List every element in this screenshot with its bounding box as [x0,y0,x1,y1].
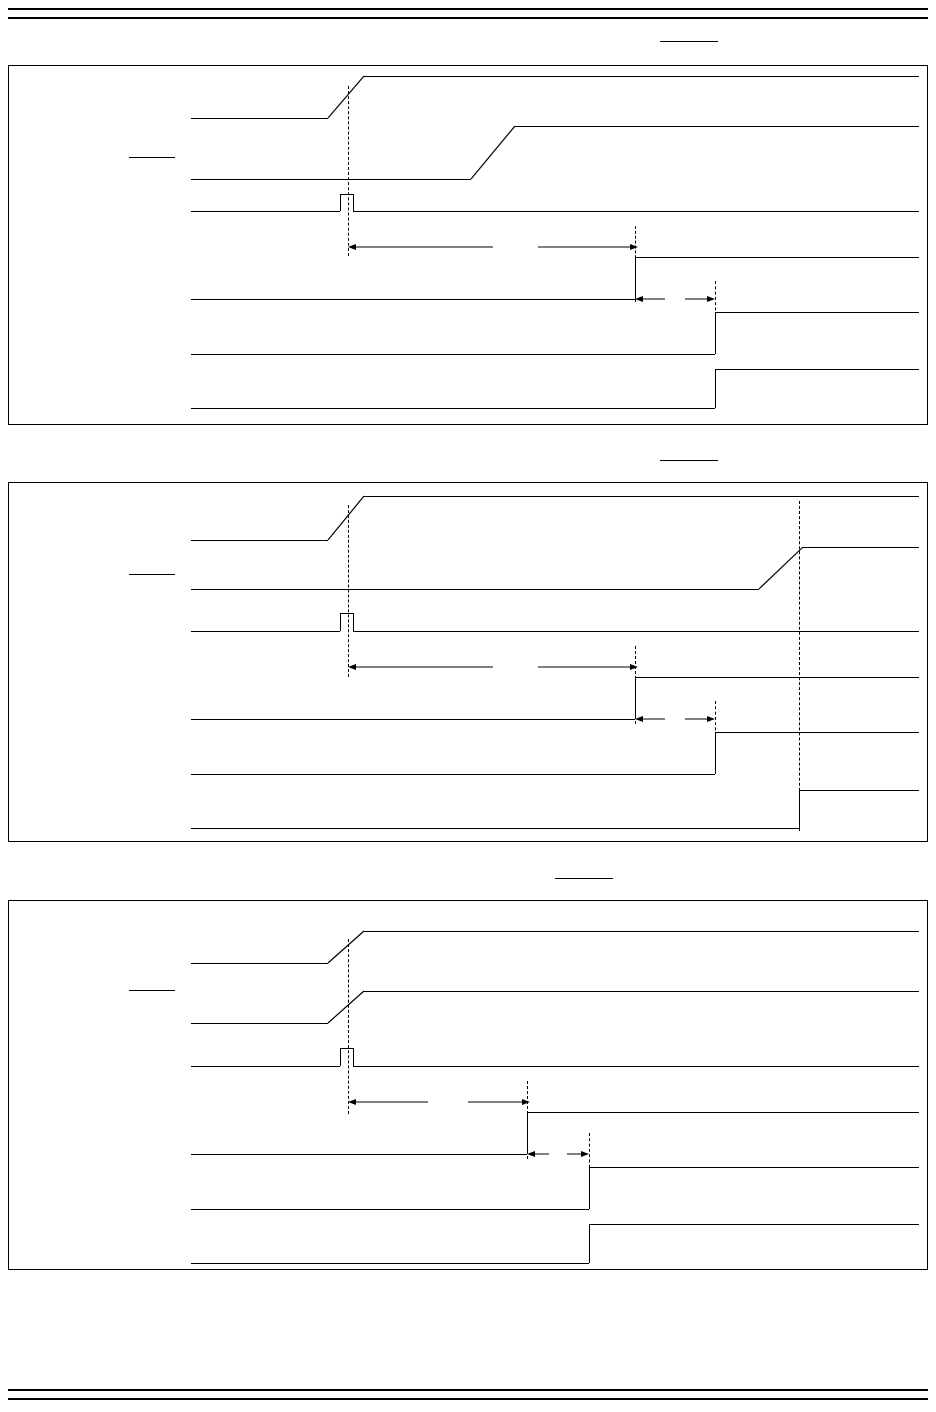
wave-1-row3-pulse-fall [353,194,354,211]
wave-1-row1-high [363,76,919,77]
wave-3-row1-low [191,963,328,964]
wave-2-row6-edge [799,790,800,828]
wave-2-row5-high [715,732,919,733]
wave-2-row2-low [191,589,759,590]
figure-1-signal-label [129,156,175,158]
wave-3-row5-low [191,1209,589,1210]
wave-3-row3-right [353,1066,919,1067]
wave-2-row2-ramp [759,547,803,589]
wave-2-row5-edge [715,732,716,774]
wave-1-measure-arrow-short [635,294,715,304]
wave-2-row2-high [802,547,919,548]
wave-1-row3-pulse-top [340,194,353,195]
figure-1-caption [660,28,718,42]
wave-3-row3-left [191,1066,340,1067]
wave-1-measure-arrow-long [348,242,638,252]
wave-2-row3-right [353,631,919,632]
page-top-rule [8,8,928,19]
wave-1-dash-ref-1 [348,86,349,256]
wave-1-row5-edge [715,312,716,354]
figure-1-box [8,65,928,425]
wave-2-row4-edge [635,677,636,719]
wave-2-row4-low [191,719,635,720]
figure-2-box [8,482,928,842]
wave-2-row5-low [191,774,715,775]
wave-2-row1-high [363,496,919,497]
wave-2-row3-pulse-top [340,613,353,614]
figure-3-caption [555,865,613,879]
figure-3-box [8,900,928,1270]
wave-3-row6-high [589,1224,919,1225]
wave-1-row2-high [514,126,919,127]
wave-2-row1-low [191,540,328,541]
wave-3-row6-edge [589,1224,590,1263]
wave-2-row1-ramp [328,496,364,540]
wave-1-row3-left [191,211,340,212]
wave-3-row2-low [191,1023,328,1024]
wave-3-row5-edge [589,1167,590,1209]
wave-1-row4-edge [635,257,636,299]
wave-2-row6-high [799,790,919,791]
wave-3-row3-pulse-rise [340,1048,341,1066]
wave-3-row4-low [191,1154,527,1155]
wave-3-row2-ramp [328,991,364,1023]
wave-3-row2-high [363,991,919,992]
wave-1-row5-high [715,312,919,313]
wave-3-measure-arrow-short [527,1149,589,1159]
wave-1-row4-high [635,257,919,258]
wave-1-row6-high [715,369,919,370]
figure-3-signal-label [129,989,175,991]
wave-3-measure-arrow-long [348,1097,530,1107]
wave-3-row5-high [589,1167,919,1168]
wave-1-row1-ramp [328,76,364,118]
wave-3-row1-high [363,931,919,932]
figure-2-caption [660,447,718,461]
wave-2-dash-ref-4 [799,501,800,831]
wave-1-row5-low [191,354,715,355]
wave-2-row6-low [191,828,799,829]
wave-3-row6-low [191,1263,589,1264]
wave-2-measure-arrow-short [635,714,715,724]
wave-1-row4-low [191,299,635,300]
wave-1-row6-low [191,408,715,409]
wave-2-row3-pulse-rise [340,613,341,631]
wave-3-dash-ref-1 [348,939,349,1114]
page-bottom-rule [8,1389,928,1400]
wave-3-row3-pulse-fall [353,1048,354,1066]
wave-1-row6-edge [715,369,716,408]
wave-1-row2-low [191,179,471,180]
wave-1-row2-ramp [471,126,515,179]
wave-2-row4-high [635,677,919,678]
wave-1-row3-pulse-rise [340,194,341,211]
wave-3-row4-edge [527,1112,528,1154]
wave-2-row3-pulse-fall [353,613,354,631]
wave-3-row3-pulse-top [340,1048,353,1049]
figure-2-signal-label [129,573,175,575]
wave-3-row4-high [527,1112,919,1113]
wave-1-row1-low [191,118,328,119]
wave-3-row1-ramp [328,931,364,963]
wave-2-measure-arrow-long [348,662,638,672]
wave-2-dash-ref-1 [348,505,349,677]
wave-2-row3-left [191,631,340,632]
wave-1-row3-right [353,211,919,212]
